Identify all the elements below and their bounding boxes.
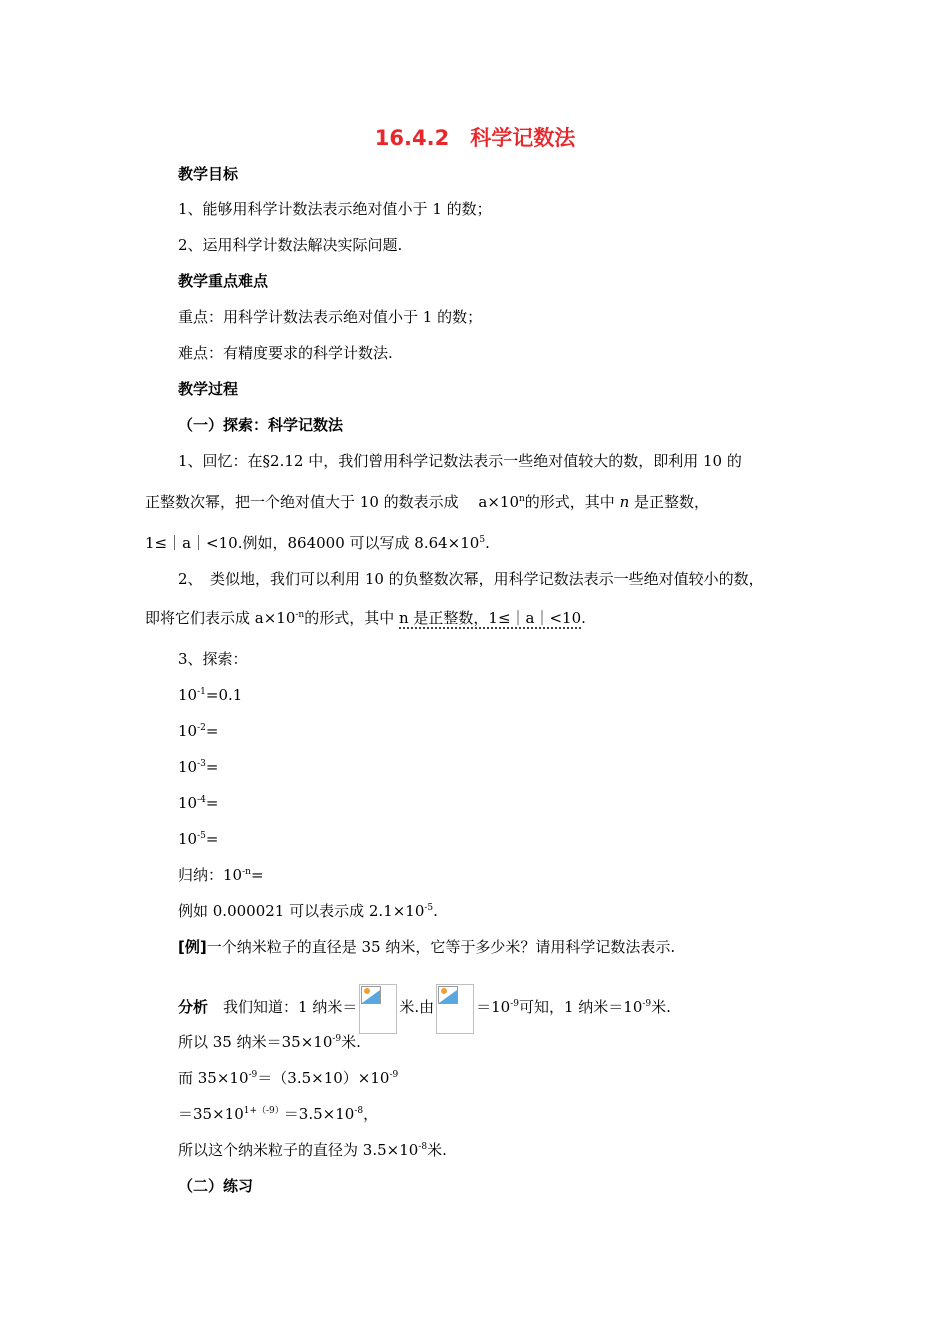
power-row-4 xyxy=(178,793,218,813)
exponent: -9 xyxy=(389,1070,399,1080)
text-fragment: = xyxy=(250,866,264,884)
section-heading-key-points: 教学重点难点 xyxy=(178,272,269,290)
formula-image-placeholder xyxy=(436,984,474,1034)
text-fragment: ＝35×10 xyxy=(178,1105,244,1123)
exponent: -8 xyxy=(418,1142,428,1152)
base: 10 xyxy=(178,758,198,776)
text-fragment: 正整数次幂，把一个绝对值大于 10 的数表示成 a×10 xyxy=(145,493,519,511)
paragraph-1-line-3 xyxy=(145,533,490,553)
objective-1: 1、能够用科学计数法表示绝对值小于 1 的数； xyxy=(178,200,492,218)
exponent: -1 xyxy=(197,687,206,697)
text-fragment: 可知，1 纳米＝10 xyxy=(518,998,643,1016)
text-fragment: 例如 0.000021 可以表示成 2.1×10 xyxy=(178,902,425,920)
variable-n: n xyxy=(619,493,630,511)
exponent: -2 xyxy=(197,723,206,733)
value: = xyxy=(205,758,219,776)
text-fragment: 米. xyxy=(341,1033,361,1051)
text-fragment: 米. xyxy=(427,1141,447,1159)
base: 10 xyxy=(178,830,198,848)
generalization xyxy=(178,865,264,885)
text-fragment: 1≤｜a｜<10.例如，864000 可以写成 8.64×10 xyxy=(145,534,480,552)
broken-image-icon xyxy=(361,986,381,1004)
exponent: -9 xyxy=(248,1070,258,1080)
exponent: -9 xyxy=(510,999,519,1009)
page-title: 16.4.2 科学记数法 xyxy=(374,126,576,150)
solution-line-2 xyxy=(178,1068,398,1088)
example-tag: [例] xyxy=(178,938,207,956)
difficult-point: 难点：有精度要求的科学计数法. xyxy=(178,344,393,362)
exponent: -5 xyxy=(197,831,206,841)
text-fragment: 即将它们表示成 a×10 xyxy=(145,609,296,627)
formula-image-placeholder xyxy=(359,984,397,1034)
exponent: -5 xyxy=(424,903,434,913)
paragraph-2-line-1: 2、 类似地，我们可以利用 10 的负整数次幂，用科学记数法表示一些绝对值较小的数， xyxy=(178,570,764,588)
power-row-3 xyxy=(178,757,218,777)
exponent: -4 xyxy=(197,795,206,805)
exponent: -9 xyxy=(642,999,652,1009)
exponent: -8 xyxy=(354,1106,364,1116)
text-fragment: . xyxy=(433,902,438,920)
power-row-1 xyxy=(178,685,242,705)
exponent: 5 xyxy=(479,535,486,545)
paragraph-1-line-2 xyxy=(145,492,709,512)
exponent: -3 xyxy=(197,759,206,769)
text-fragment: ＝10 xyxy=(476,998,511,1016)
text-fragment: 米. xyxy=(651,998,671,1016)
example-sentence xyxy=(178,901,438,921)
paragraph-1-line-1: 1、回忆：在§2.12 中，我们曾用科学记数法表示一些绝对值较大的数，即利用 10 的 xyxy=(178,452,742,470)
text-fragment: 而 35×10 xyxy=(178,1069,249,1087)
emphasis-dotted-text: n 是正整数，1≤｜a｜<10 xyxy=(399,609,582,627)
text-fragment: 的形式，其中 xyxy=(524,493,620,511)
text-fragment: 是正整数， xyxy=(629,493,710,511)
paragraph-2-line-2 xyxy=(145,608,586,628)
broken-image-icon xyxy=(438,986,458,1004)
text-fragment: 米.由 xyxy=(399,998,435,1016)
objective-2: 2、运用科学计数法解决实际问题. xyxy=(178,236,403,254)
text-fragment: . xyxy=(581,609,586,627)
value: = xyxy=(205,830,219,848)
value: =0.1 xyxy=(205,686,243,704)
section-heading-process: 教学过程 xyxy=(178,380,239,398)
base: 10 xyxy=(178,686,198,704)
solution-line-3 xyxy=(178,1104,378,1124)
power-row-2 xyxy=(178,721,218,741)
example-text: 一个纳米粒子的直径是 35 纳米，它等于多少米？请用科学记数法表示. xyxy=(206,938,676,956)
part-heading-explore: （一）探索：科学记数法 xyxy=(178,416,344,434)
analysis-line xyxy=(178,984,671,1034)
value: = xyxy=(205,722,219,740)
power-row-5 xyxy=(178,829,218,849)
base: 10 xyxy=(178,722,198,740)
text-fragment: 我们知道：1 纳米＝ xyxy=(208,998,358,1016)
exponent: -n xyxy=(295,610,305,620)
text-fragment: ， xyxy=(363,1105,379,1123)
text-fragment: 的形式，其中 xyxy=(304,609,399,627)
text-fragment: . xyxy=(485,534,490,552)
exponent: 1+（-9） xyxy=(243,1106,284,1116)
analysis-tag: 分析 xyxy=(178,998,209,1016)
text-fragment: ＝（3.5×10）×10 xyxy=(257,1069,390,1087)
value: = xyxy=(205,794,219,812)
solution-line-1 xyxy=(178,1032,361,1052)
text-fragment: 所以 35 纳米＝35×10 xyxy=(178,1033,333,1051)
exponent: -n xyxy=(242,867,251,877)
text-fragment: ＝3.5×10 xyxy=(283,1105,355,1123)
key-point: 重点：用科学计数法表示绝对值小于 1 的数； xyxy=(178,308,483,326)
part-heading-practice: （二）练习 xyxy=(178,1177,254,1195)
text-fragment: 归纳：10 xyxy=(178,866,243,884)
base: 10 xyxy=(178,794,198,812)
exponent: n xyxy=(519,494,525,504)
solution-line-4 xyxy=(178,1140,447,1160)
paragraph-3: 3、探索： xyxy=(178,650,248,668)
section-heading-objectives: 教学目标 xyxy=(178,165,239,183)
exponent: -9 xyxy=(332,1034,342,1044)
text-fragment: 所以这个纳米粒子的直径为 3.5×10 xyxy=(178,1141,419,1159)
worked-example xyxy=(178,937,675,957)
